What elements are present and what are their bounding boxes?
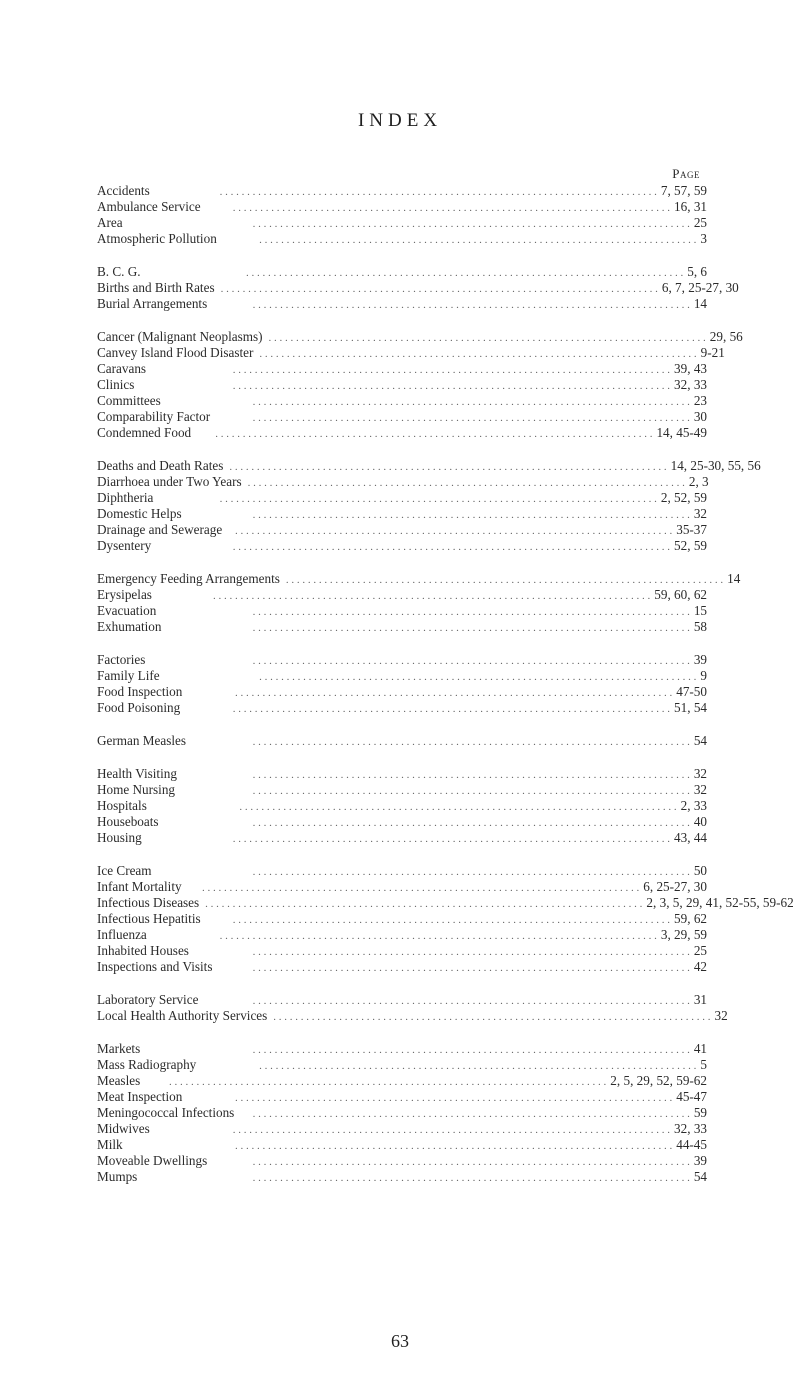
- index-entry: [97, 798, 707, 814]
- index-pages: 31: [693, 992, 707, 1007]
- dot-leader: . . . . . . . . . . . . . . . . . . . . . . . . . . . . . . . . . . . . . . . . . . . . . . . . . . . . . . . . . . . . . . . . . . . . . . . . . . . . . . . .: [213, 590, 651, 602]
- index-pages: 54: [693, 1169, 707, 1184]
- index-pages: 40: [693, 814, 707, 829]
- index-entry: [97, 231, 707, 247]
- index-term: Burial Arrangements: [97, 296, 208, 311]
- dot-leader: . . . . . . . . . . . . . . . . . . . . . . . . . . . . . . . . . . . . . . . . . . . . . . . . . . . . . . . . . . . . . . . . . . . . . . . . . . . . . . . .: [252, 769, 690, 781]
- index-entry: [97, 911, 707, 927]
- index-entry: [97, 684, 707, 700]
- index-pages: 47-50: [676, 684, 707, 699]
- index-pages: 59, 62: [674, 911, 707, 926]
- index-entry: [97, 264, 707, 280]
- index-entry: [97, 377, 707, 393]
- dot-leader: . . . . . . . . . . . . . . . . . . . . . . . . . . . . . . . . . . . . . . . . . . . . . . . . . . . . . . . . . . . . . . . . . . . . . . . . . . . . . . . .: [252, 962, 690, 974]
- index-term: German Measles: [97, 733, 186, 748]
- index-entry: [97, 538, 707, 554]
- index-group: [97, 329, 743, 441]
- index-entry: [97, 280, 739, 296]
- page-column-heading: Page: [672, 166, 700, 181]
- index-entry: [97, 296, 707, 312]
- index-term: Emergency Feeding Arrangements: [97, 571, 280, 586]
- index-group: [97, 183, 707, 247]
- index-entry: [97, 992, 707, 1008]
- index-pages: 2, 3, 5, 29, 41, 52-55, 59-62: [646, 895, 794, 910]
- dot-leader: . . . . . . . . . . . . . . . . . . . . . . . . . . . . . . . . . . . . . . . . . . . . . . . . . . . . . . . . . . . . . . . . . . . . . . . . . . . . . . . .: [259, 234, 697, 246]
- index-group: [97, 571, 741, 635]
- index-pages: 2, 33: [680, 798, 707, 813]
- dot-leader: . . . . . . . . . . . . . . . . . . . . . . . . . . . . . . . . . . . . . . . . . . . . . . . . . . . . . . . . . . . . . . . . . . . . . . . . . . . . . . . .: [219, 186, 657, 198]
- index-pages: 16, 31: [674, 199, 707, 214]
- index-term: Births and Birth Rates: [97, 280, 215, 295]
- index-term: Accidents: [97, 183, 150, 198]
- index-term: Factories: [97, 652, 146, 667]
- dot-leader: . . . . . . . . . . . . . . . . . . . . . . . . . . . . . . . . . . . . . . . . . . . . . . . . . . . . . . . . . . . . . . . . . . . . . . . . . . . . . . . .: [219, 493, 657, 505]
- index-term: Family Life: [97, 668, 160, 683]
- index-pages: 50: [693, 863, 707, 878]
- index-entry: [97, 927, 707, 943]
- index-list: [97, 183, 794, 1202]
- index-pages: 32: [693, 506, 707, 521]
- index-term: Hospitals: [97, 798, 147, 813]
- dot-leader: . . . . . . . . . . . . . . . . . . . . . . . . . . . . . . . . . . . . . . . . . . . . . . . . . . . . . . . . . . . . . . . . . . . . . . . . . . . . . . . .: [229, 461, 667, 473]
- index-pages: 2, 5, 29, 52, 59-62: [610, 1073, 707, 1088]
- dot-leader: . . . . . . . . . . . . . . . . . . . . . . . . . . . . . . . . . . . . . . . . . . . . . . . . . . . . . . . . . . . . . . . . . . . . . . . . . . . . . . . .: [259, 1060, 697, 1072]
- dot-leader: . . . . . . . . . . . . . . . . . . . . . . . . . . . . . . . . . . . . . . . . . . . . . . . . . . . . . . . . . . . . . . . . . . . . . . . . . . . . . . . .: [220, 283, 658, 295]
- index-term: Measles: [97, 1073, 141, 1088]
- index-pages: 2, 52, 59: [660, 490, 707, 505]
- dot-leader: . . . . . . . . . . . . . . . . . . . . . . . . . . . . . . . . . . . . . . . . . . . . . . . . . . . . . . . . . . . . . . . . . . . . . . . . . . . . . . . .: [234, 687, 673, 699]
- index-pages: 41: [693, 1041, 707, 1056]
- index-entry: [97, 1121, 707, 1137]
- index-term: Erysipelas: [97, 587, 152, 602]
- dot-leader: . . . . . . . . . . . . . . . . . . . . . . . . . . . . . . . . . . . . . . . . . . . . . . . . . . . . . . . . . . . . . . . . . . . . . . . . . . . . . . . .: [247, 477, 685, 489]
- index-entry: [97, 490, 707, 506]
- index-term: Ice Cream: [97, 863, 152, 878]
- index-entry: [97, 619, 707, 635]
- index-group: [97, 992, 728, 1024]
- dot-leader: . . . . . . . . . . . . . . . . . . . . . . . . . . . . . . . . . . . . . . . . . . . . . . . . . . . . . . . . . . . . . . . . . . . . . . . . . . . . . . . .: [252, 396, 690, 408]
- dot-leader: . . . . . . . . . . . . . . . . . . . . . . . . . . . . . . . . . . . . . . . . . . . . . . . . . . . . . . . . . . . . . . . . . . . . . . . . . . . . . . . .: [259, 348, 697, 360]
- index-entry: [97, 1057, 707, 1073]
- index-pages: 54: [693, 733, 707, 748]
- index-entry: [97, 603, 707, 619]
- index-pages: 7, 57, 59: [660, 183, 707, 198]
- dot-leader: . . . . . . . . . . . . . . . . . . . . . . . . . . . . . . . . . . . . . . . . . . . . . . . . . . . . . . . . . . . . . . . . . . . . . . . . . . . . . . . .: [239, 801, 677, 813]
- index-entry: [97, 700, 707, 716]
- index-pages: 59: [693, 1105, 707, 1120]
- index-pages: 45-47: [676, 1089, 707, 1104]
- index-pages: 29, 56: [709, 329, 743, 344]
- index-term: Cancer (Malignant Neoplasms): [97, 329, 263, 344]
- index-entry: [97, 587, 707, 603]
- index-entry: [97, 830, 707, 846]
- dot-leader: . . . . . . . . . . . . . . . . . . . . . . . . . . . . . . . . . . . . . . . . . . . . . . . . . . . . . . . . . . . . . . . . . . . . . . . . . . . . . . . .: [252, 622, 690, 634]
- index-entry: [97, 1137, 707, 1153]
- index-entry: [97, 959, 707, 975]
- dot-leader: . . . . . . . . . . . . . . . . . . . . . . . . . . . . . . . . . . . . . . . . . . . . . . . . . . . . . . . . . . . . . . . . . . . . . . . . . . . . . . . .: [252, 1044, 690, 1056]
- dot-leader: . . . . . . . . . . . . . . . . . . . . . . . . . . . . . . . . . . . . . . . . . . . . . . . . . . . . . . . . . . . . . . . . . . . . . . . . . . . . . . . .: [252, 1156, 690, 1168]
- index-group: [97, 766, 707, 846]
- dot-leader: . . . . . . . . . . . . . . . . . . . . . . . . . . . . . . . . . . . . . . . . . . . . . . . . . . . . . . . . . . . . . . . . . . . . . . . . . . . . . . . .: [205, 898, 643, 910]
- index-entry: [97, 766, 707, 782]
- dot-leader: . . . . . . . . . . . . . . . . . . . . . . . . . . . . . . . . . . . . . . . . . . . . . . . . . . . . . . . . . . . . . . . . . . . . . . . . . . . . . . . .: [219, 930, 657, 942]
- index-pages: 25: [693, 215, 707, 230]
- dot-leader: . . . . . . . . . . . . . . . . . . . . . . . . . . . . . . . . . . . . . . . . . . . . . . . . . . . . . . . . . . . . . . . . . . . . . . . . . . . . . . . .: [234, 1092, 673, 1104]
- dot-leader: . . . . . . . . . . . . . . . . . . . . . . . . . . . . . . . . . . . . . . . . . . . . . . . . . . . . . . . . . . . . . . . . . . . . . . . . . . . . . . . .: [252, 946, 690, 958]
- index-pages: 35-37: [676, 522, 707, 537]
- index-group: [97, 863, 794, 975]
- index-pages: 14: [693, 296, 707, 311]
- index-entry: [97, 345, 725, 361]
- dot-leader: . . . . . . . . . . . . . . . . . . . . . . . . . . . . . . . . . . . . . . . . . . . . . . . . . . . . . . . . . . . . . . . . . . . . . . . . . . . . . . . .: [259, 671, 697, 683]
- index-term: Dysentery: [97, 538, 152, 553]
- index-term: Caravans: [97, 361, 147, 376]
- index-term: Ambulance Service: [97, 199, 201, 214]
- index-pages: 14, 25-30, 55, 56: [670, 458, 761, 473]
- page-number: 63: [391, 1331, 409, 1351]
- dot-leader: . . . . . . . . . . . . . . . . . . . . . . . . . . . . . . . . . . . . . . . . . . . . . . . . . . . . . . . . . . . . . . . . . . . . . . . . . . . . . . . .: [232, 202, 671, 214]
- index-term: Houseboats: [97, 814, 159, 829]
- index-entry: [97, 1089, 707, 1105]
- index-entry: [97, 183, 707, 199]
- index-pages: 14: [727, 571, 741, 586]
- index-term: Housing: [97, 830, 142, 845]
- index-term: Area: [97, 215, 123, 230]
- index-pages: 32: [714, 1008, 728, 1023]
- index-entry: [97, 215, 707, 231]
- index-entry: [97, 879, 707, 895]
- dot-leader: . . . . . . . . . . . . . . . . . . . . . . . . . . . . . . . . . . . . . . . . . . . . . . . . . . . . . . . . . . . . . . . . . . . . . . . . . . . . . . . .: [252, 1172, 690, 1184]
- index-entry: [97, 814, 707, 830]
- index-pages: 9: [700, 668, 707, 683]
- index-entry: [97, 393, 707, 409]
- index-entry: [97, 668, 707, 684]
- index-term: Food Poisoning: [97, 700, 181, 715]
- dot-leader: . . . . . . . . . . . . . . . . . . . . . . . . . . . . . . . . . . . . . . . . . . . . . . . . . . . . . . . . . . . . . . . . . . . . . . . . . . . . . . . .: [232, 380, 671, 392]
- index-term: Clinics: [97, 377, 135, 392]
- index-group: [97, 264, 739, 312]
- dot-leader: . . . . . . . . . . . . . . . . . . . . . . . . . . . . . . . . . . . . . . . . . . . . . . . . . . . . . . . . . . . . . . . . . . . . . . . . . . . . . . . .: [285, 574, 724, 586]
- index-term: Infectious Diseases: [97, 895, 200, 910]
- index-pages: 3, 29, 59: [660, 927, 707, 942]
- index-term: Diphtheria: [97, 490, 154, 505]
- index-entry: [97, 1008, 728, 1024]
- index-term: Domestic Helps: [97, 506, 182, 521]
- index-pages: 39, 43: [674, 361, 707, 376]
- index-term: Committees: [97, 393, 161, 408]
- index-pages: 14, 45-49: [656, 425, 707, 440]
- dot-leader: . . . . . . . . . . . . . . . . . . . . . . . . . . . . . . . . . . . . . . . . . . . . . . . . . . . . . . . . . . . . . . . . . . . . . . . . . . . . . . . .: [252, 1108, 690, 1120]
- dot-leader: . . . . . . . . . . . . . . . . . . . . . . . . . . . . . . . . . . . . . . . . . . . . . . . . . . . . . . . . . . . . . . . . . . . . . . . . . . . . . . . .: [202, 882, 640, 894]
- index-term: Meat Inspection: [97, 1089, 183, 1104]
- index-term: Food Inspection: [97, 684, 183, 699]
- index-term: Home Nursing: [97, 782, 176, 797]
- index-term: Atmospheric Pollution: [97, 231, 217, 246]
- dot-leader: . . . . . . . . . . . . . . . . . . . . . . . . . . . . . . . . . . . . . . . . . . . . . . . . . . . . . . . . . . . . . . . . . . . . . . . . . . . . . . . .: [234, 1140, 673, 1152]
- index-term: Infectious Hepatitis: [97, 911, 201, 926]
- dot-leader: . . . . . . . . . . . . . . . . . . . . . . . . . . . . . . . . . . . . . . . . . . . . . . . . . . . . . . . . . . . . . . . . . . . . . . . . . . . . . . . .: [232, 703, 671, 715]
- index-entry: [97, 733, 707, 749]
- index-term: Deaths and Death Rates: [97, 458, 224, 473]
- index-entry: [97, 199, 707, 215]
- index-entry: [97, 1073, 707, 1089]
- index-entry: [97, 1169, 707, 1185]
- index-term: Evacuation: [97, 603, 157, 618]
- index-term: Influenza: [97, 927, 147, 942]
- index-pages: 5, 6: [687, 264, 707, 279]
- index-entry: [97, 361, 707, 377]
- index-pages: 32: [693, 766, 707, 781]
- index-entry: [97, 409, 707, 425]
- index-term: Infant Mortality: [97, 879, 182, 894]
- dot-leader: . . . . . . . . . . . . . . . . . . . . . . . . . . . . . . . . . . . . . . . . . . . . . . . . . . . . . . . . . . . . . . . . . . . . . . . . . . . . . . . .: [252, 995, 690, 1007]
- dot-leader: . . . . . . . . . . . . . . . . . . . . . . . . . . . . . . . . . . . . . . . . . . . . . . . . . . . . . . . . . . . . . . . . . . . . . . . . . . . . . . . .: [252, 606, 690, 618]
- dot-leader: . . . . . . . . . . . . . . . . . . . . . . . . . . . . . . . . . . . . . . . . . . . . . . . . . . . . . . . . . . . . . . . . . . . . . . . . . . . . . . . .: [232, 541, 671, 553]
- dot-leader: . . . . . . . . . . . . . . . . . . . . . . . . . . . . . . . . . . . . . . . . . . . . . . . . . . . . . . . . . . . . . . . . . . . . . . . . . . . . . . . .: [268, 332, 706, 344]
- index-term: Exhumation: [97, 619, 162, 634]
- dot-leader: . . . . . . . . . . . . . . . . . . . . . . . . . . . . . . . . . . . . . . . . . . . . . . . . . . . . . . . . . . . . . . . . . . . . . . . . . . . . . . . .: [273, 1011, 711, 1023]
- index-pages: 25: [693, 943, 707, 958]
- index-term: Meningococcal Infections: [97, 1105, 235, 1120]
- index-term: Midwives: [97, 1121, 150, 1136]
- dot-leader: . . . . . . . . . . . . . . . . . . . . . . . . . . . . . . . . . . . . . . . . . . . . . . . . . . . . . . . . . . . . . . . . . . . . . . . . . . . . . . . .: [215, 428, 653, 440]
- index-pages: 3: [700, 231, 707, 246]
- index-term: Health Visiting: [97, 766, 177, 781]
- dot-leader: . . . . . . . . . . . . . . . . . . . . . . . . . . . . . . . . . . . . . . . . . . . . . . . . . . . . . . . . . . . . . . . . . . . . . . . . . . . . . . . .: [169, 1076, 607, 1088]
- index-group: [97, 458, 761, 554]
- dot-leader: . . . . . . . . . . . . . . . . . . . . . . . . . . . . . . . . . . . . . . . . . . . . . . . . . . . . . . . . . . . . . . . . . . . . . . . . . . . . . . . .: [252, 218, 690, 230]
- dot-leader: . . . . . . . . . . . . . . . . . . . . . . . . . . . . . . . . . . . . . . . . . . . . . . . . . . . . . . . . . . . . . . . . . . . . . . . . . . . . . . . .: [252, 655, 690, 667]
- index-entry: [97, 895, 794, 911]
- index-pages: 6, 25-27, 30: [643, 879, 707, 894]
- index-entry: [97, 522, 707, 538]
- index-entry: [97, 425, 707, 441]
- index-entry: [97, 506, 707, 522]
- index-pages: 39: [693, 652, 707, 667]
- index-pages: 59, 60, 62: [654, 587, 707, 602]
- dot-leader: . . . . . . . . . . . . . . . . . . . . . . . . . . . . . . . . . . . . . . . . . . . . . . . . . . . . . . . . . . . . . . . . . . . . . . . . . . . . . . . .: [252, 509, 690, 521]
- index-entry: [97, 571, 741, 587]
- index-pages: 5: [700, 1057, 707, 1072]
- index-pages: 44-45: [676, 1137, 707, 1152]
- index-pages: 42: [693, 959, 707, 974]
- index-group: [97, 1041, 707, 1185]
- index-pages: 43, 44: [674, 830, 707, 845]
- index-pages: 58: [693, 619, 707, 634]
- index-pages: 52, 59: [674, 538, 707, 553]
- index-entry: [97, 1041, 707, 1057]
- index-entry: [97, 652, 707, 668]
- index-pages: 30: [693, 409, 707, 424]
- index-term: Condemned Food: [97, 425, 192, 440]
- index-term: Comparability Factor: [97, 409, 211, 424]
- dot-leader: . . . . . . . . . . . . . . . . . . . . . . . . . . . . . . . . . . . . . . . . . . . . . . . . . . . . . . . . . . . . . . . . . . . . . . . . . . . . . . . .: [252, 866, 690, 878]
- index-entry: [97, 458, 761, 474]
- dot-leader: . . . . . . . . . . . . . . . . . . . . . . . . . . . . . . . . . . . . . . . . . . . . . . . . . . . . . . . . . . . . . . . . . . . . . . . . . . . . . . . .: [252, 785, 690, 797]
- index-term: Inhabited Houses: [97, 943, 189, 958]
- index-pages: 2, 3: [688, 474, 709, 489]
- dot-leader: . . . . . . . . . . . . . . . . . . . . . . . . . . . . . . . . . . . . . . . . . . . . . . . . . . . . . . . . . . . . . . . . . . . . . . . . . . . . . . . .: [234, 525, 673, 537]
- index-pages: 15: [693, 603, 707, 618]
- index-term: Milk: [97, 1137, 123, 1152]
- dot-leader: . . . . . . . . . . . . . . . . . . . . . . . . . . . . . . . . . . . . . . . . . . . . . . . . . . . . . . . . . . . . . . . . . . . . . . . . . . . . . . . .: [232, 364, 671, 376]
- dot-leader: . . . . . . . . . . . . . . . . . . . . . . . . . . . . . . . . . . . . . . . . . . . . . . . . . . . . . . . . . . . . . . . . . . . . . . . . . . . . . . . .: [245, 267, 684, 279]
- index-term: Diarrhoea under Two Years: [97, 474, 242, 489]
- index-term: Drainage and Sewerage: [97, 522, 223, 537]
- index-entry: [97, 474, 707, 490]
- index-term: Mumps: [97, 1169, 138, 1184]
- index-pages: 32: [693, 782, 707, 797]
- index-entry: [97, 1105, 707, 1121]
- index-entry: [97, 863, 707, 879]
- index-term: Markets: [97, 1041, 141, 1056]
- index-pages: 23: [693, 393, 707, 408]
- index-group: [97, 652, 707, 716]
- dot-leader: . . . . . . . . . . . . . . . . . . . . . . . . . . . . . . . . . . . . . . . . . . . . . . . . . . . . . . . . . . . . . . . . . . . . . . . . . . . . . . . .: [252, 412, 690, 424]
- index-term: Inspections and Visits: [97, 959, 213, 974]
- index-term: Laboratory Service: [97, 992, 199, 1007]
- index-term: B. C. G.: [97, 264, 141, 279]
- index-term: Local Health Authority Services: [97, 1008, 268, 1023]
- page-title: INDEX: [357, 110, 443, 131]
- dot-leader: . . . . . . . . . . . . . . . . . . . . . . . . . . . . . . . . . . . . . . . . . . . . . . . . . . . . . . . . . . . . . . . . . . . . . . . . . . . . . . . .: [232, 833, 671, 845]
- index-pages: 32, 33: [674, 377, 707, 392]
- index-term: Moveable Dwellings: [97, 1153, 208, 1168]
- index-entry: [97, 329, 743, 345]
- index-group: [97, 733, 707, 749]
- index-term: Canvey Island Flood Disaster: [97, 345, 254, 360]
- dot-leader: . . . . . . . . . . . . . . . . . . . . . . . . . . . . . . . . . . . . . . . . . . . . . . . . . . . . . . . . . . . . . . . . . . . . . . . . . . . . . . . .: [232, 914, 671, 926]
- index-entry: [97, 943, 707, 959]
- index-pages: 32, 33: [674, 1121, 707, 1136]
- dot-leader: . . . . . . . . . . . . . . . . . . . . . . . . . . . . . . . . . . . . . . . . . . . . . . . . . . . . . . . . . . . . . . . . . . . . . . . . . . . . . . . .: [252, 736, 690, 748]
- index-pages: 51, 54: [674, 700, 707, 715]
- index-pages: 9-21: [700, 345, 725, 360]
- index-pages: 6, 7, 25-27, 30: [661, 280, 739, 295]
- index-entry: [97, 782, 707, 798]
- index-term: Mass Radiography: [97, 1057, 197, 1072]
- dot-leader: . . . . . . . . . . . . . . . . . . . . . . . . . . . . . . . . . . . . . . . . . . . . . . . . . . . . . . . . . . . . . . . . . . . . . . . . . . . . . . . .: [252, 817, 690, 829]
- dot-leader: . . . . . . . . . . . . . . . . . . . . . . . . . . . . . . . . . . . . . . . . . . . . . . . . . . . . . . . . . . . . . . . . . . . . . . . . . . . . . . . .: [232, 1124, 671, 1136]
- index-pages: 39: [693, 1153, 707, 1168]
- dot-leader: . . . . . . . . . . . . . . . . . . . . . . . . . . . . . . . . . . . . . . . . . . . . . . . . . . . . . . . . . . . . . . . . . . . . . . . . . . . . . . . .: [252, 299, 690, 311]
- index-entry: [97, 1153, 707, 1169]
